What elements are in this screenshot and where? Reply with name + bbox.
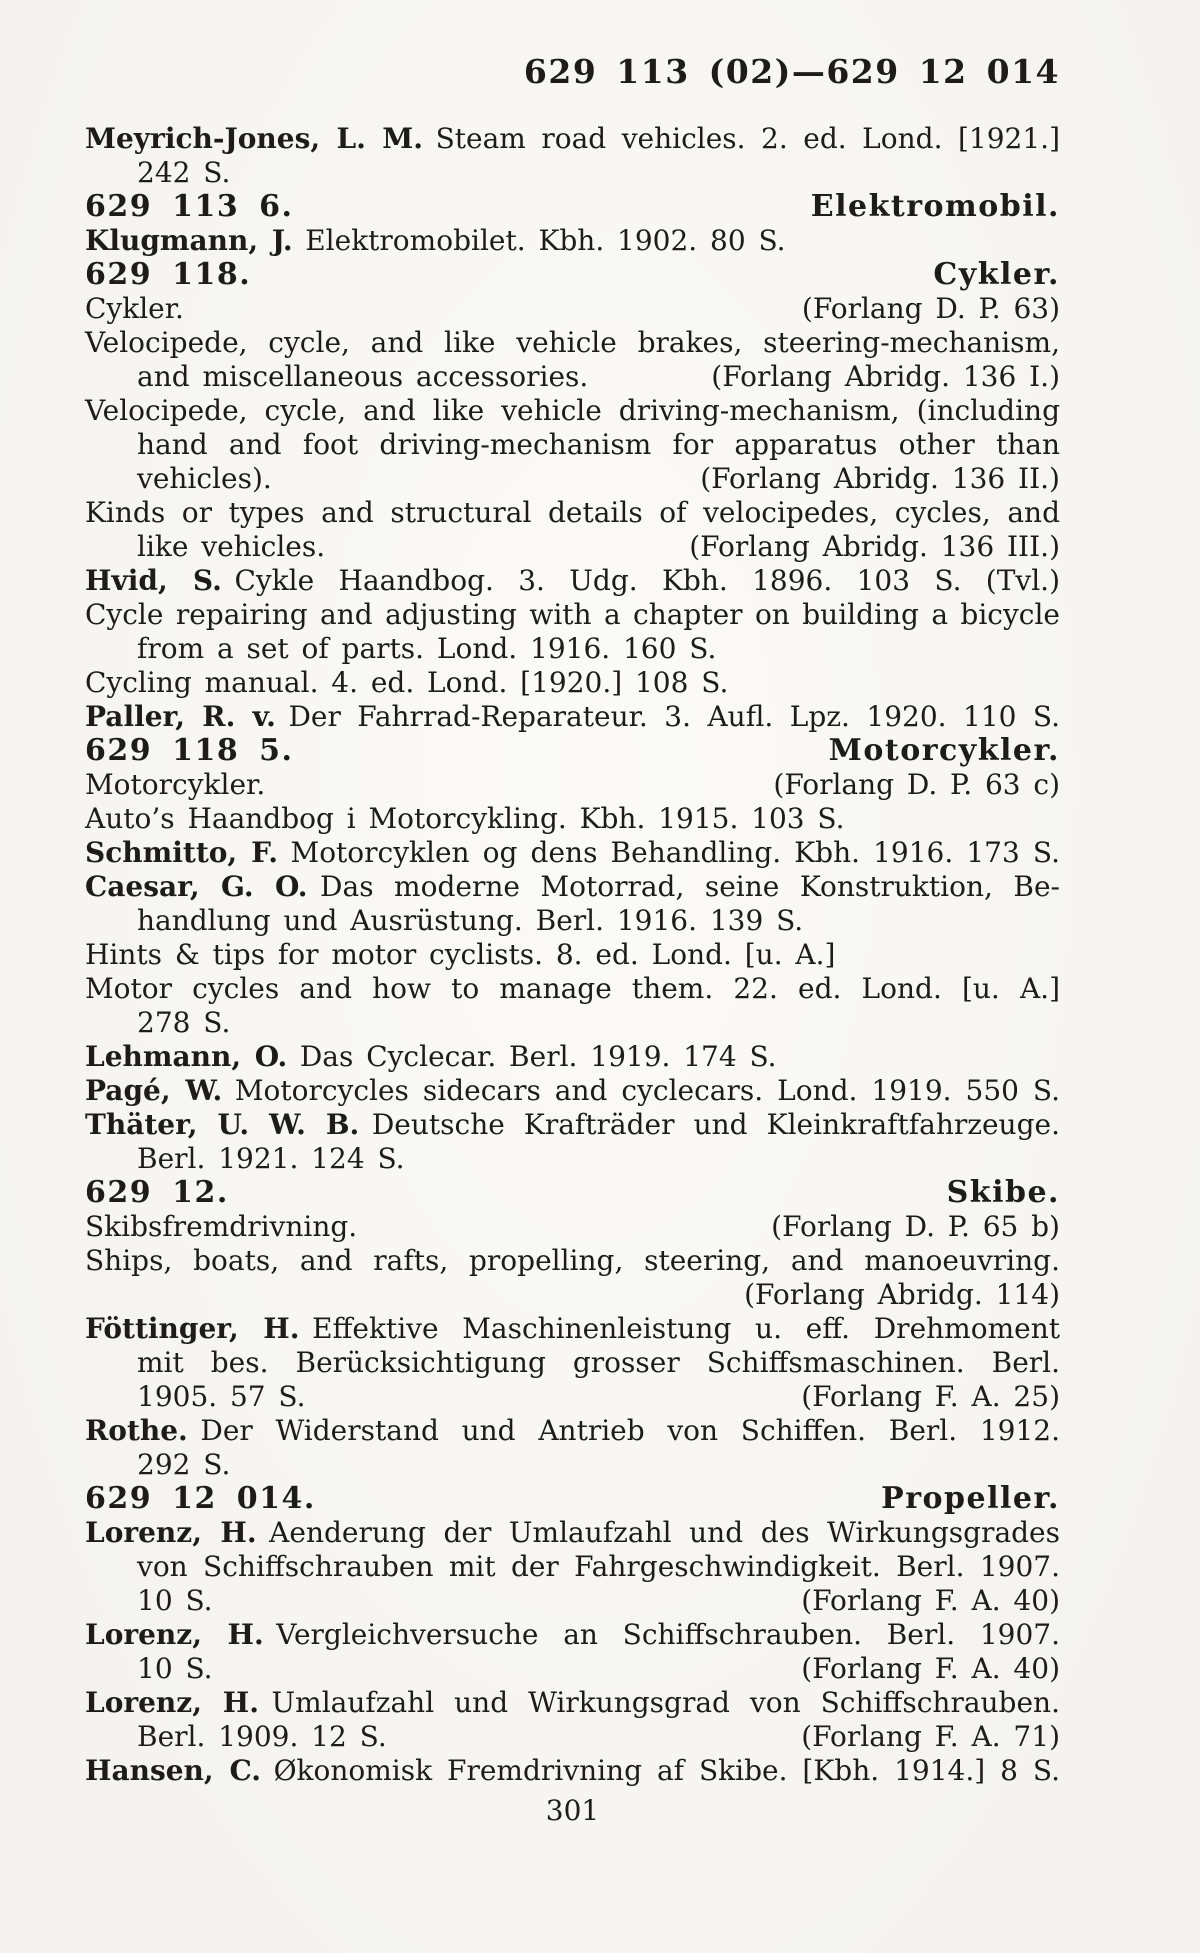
author-name: Föttinger, H. xyxy=(85,1312,300,1345)
reference-text: (Forlang Abridg. 136 II.) xyxy=(700,462,1060,495)
author-name: Caesar, G. O. xyxy=(85,870,308,903)
catalog-line xyxy=(85,1312,1060,1346)
section-heading-line xyxy=(85,190,1060,224)
entry-text: Aenderung der Umlaufzahl und des Wirkungsgrades xyxy=(269,1516,1060,1549)
entry-text: like vehicles. xyxy=(137,530,326,563)
catalog-line xyxy=(85,1040,1060,1074)
catalog-line xyxy=(85,632,1060,666)
author-name: Meyrich-Jones, L. M. xyxy=(85,122,423,155)
classification-number: 629 12 014. xyxy=(85,1481,316,1516)
entry-text: from a set of parts. Lond. 1916. 160 S. xyxy=(137,632,717,665)
entry-text: Kinds or types and structural details of velocipedes, cycles, and xyxy=(85,496,1060,529)
entry-text: Cykle Haandbog. 3. Udg. Kbh. 1896. 103 S. (Tvl.) xyxy=(234,564,1061,597)
entry-text: vehicles). xyxy=(137,462,272,495)
catalog-line xyxy=(85,1006,1060,1040)
catalog-line xyxy=(85,1618,1060,1652)
entry-text: hand and foot driving-mechanism for apparatus other than xyxy=(137,428,1060,461)
entry-text: Motorcycles sidecars and cyclecars. Lond. 1919. 550 S. xyxy=(234,1074,1060,1107)
entry-text: mit bes. Berücksichtigung grosser Schiffsmaschinen. Berl. xyxy=(137,1346,1060,1379)
entry-text: Berl. 1921. 124 S. xyxy=(137,1142,405,1175)
entry-text: Motorcykler. xyxy=(85,768,266,801)
author-name: Hvid, S. xyxy=(85,564,222,597)
catalog-line xyxy=(85,530,1060,564)
entry-text: Velocipede, cycle, and like vehicle driving-mechanism, (including xyxy=(85,394,1060,427)
author-name: Lorenz, H. xyxy=(85,1686,259,1719)
reference-text: (Forlang F. A. 40) xyxy=(801,1652,1060,1685)
catalog-line xyxy=(85,1720,1060,1754)
classification-number: 629 113 6. xyxy=(85,189,294,224)
catalog-line xyxy=(85,360,1060,394)
entry-text: Motorcyklen og dens Behandling. Kbh. 1916. 173 S. xyxy=(290,836,1060,869)
section-heading-line xyxy=(85,258,1060,292)
entry-text: Effektive Maschinenleistung u. eff. Drehmoment xyxy=(312,1312,1060,1345)
entry-text: Elektromobilet. Kbh. 1902. 80 S. xyxy=(305,224,786,257)
classification-number: 629 12. xyxy=(85,1175,229,1210)
author-name: Lorenz, H. xyxy=(85,1618,264,1651)
catalog-line xyxy=(85,1652,1060,1686)
catalog-line xyxy=(85,768,1060,802)
entry-text: Cykler. xyxy=(85,292,184,325)
catalog-line xyxy=(85,1686,1060,1720)
author-name: Lorenz, H. xyxy=(85,1516,257,1549)
catalog-line xyxy=(85,1108,1060,1142)
catalog-line xyxy=(85,1346,1060,1380)
catalog-line xyxy=(85,1142,1060,1176)
entry-text: Cycle repairing and adjusting with a chapter on building a bicycle xyxy=(85,598,1060,631)
catalog-line xyxy=(85,1380,1060,1414)
reference-text: (Forlang D. P. 65 b) xyxy=(771,1210,1060,1243)
entry-text: von Schiffschrauben mit der Fahrgeschwindigkeit. Berl. 1907. xyxy=(137,1550,1060,1583)
catalog-line xyxy=(85,122,1060,156)
entry-text: Der Fahrrad-Reparateur. 3. Aufl. Lpz. 1920. 110 S. xyxy=(288,700,1060,733)
catalog-line xyxy=(85,972,1060,1006)
catalog-line xyxy=(85,1550,1060,1584)
entry-text: Auto’s Haandbog i Motorcykling. Kbh. 1915. 103 S. xyxy=(85,802,845,835)
entry-text: 1905. 57 S. xyxy=(137,1380,306,1413)
catalog-line xyxy=(85,802,1060,836)
author-name: Hansen, C. xyxy=(85,1754,261,1787)
entry-text: Steam road vehicles. 2. ed. Lond. [1921.] xyxy=(435,122,1060,155)
classification-number: 629 118. xyxy=(85,257,252,292)
entry-text: 242 S. xyxy=(137,156,231,189)
entry-text: and miscellaneous accessories. xyxy=(137,360,589,393)
entry-text: Umlaufzahl und Wirkungsgrad von Schiffschrauben. xyxy=(271,1686,1060,1719)
catalog-line xyxy=(85,428,1060,462)
entry-text: Deutsche Krafträder und Kleinkraftfahrzeuge. xyxy=(371,1108,1060,1141)
running-head-classification-range: 629 113 (02)—629 12 014 xyxy=(523,52,1060,91)
author-name: Klugmann, J. xyxy=(85,224,293,257)
catalog-entries-block xyxy=(85,122,1060,1788)
entry-text: Skibsfremdrivning. xyxy=(85,1210,358,1243)
catalog-line xyxy=(85,1414,1060,1448)
entry-text: Cycling manual. 4. ed. Lond. [1920.] 108 S. xyxy=(85,666,729,699)
section-subject: Skibe. xyxy=(946,1175,1060,1210)
catalog-line xyxy=(85,224,1060,258)
author-name: Paller, R. v. xyxy=(85,700,276,733)
classification-number: 629 118 5. xyxy=(85,733,294,768)
catalog-line xyxy=(85,598,1060,632)
section-subject: Propeller. xyxy=(881,1481,1060,1516)
reference-text: (Forlang Abridg. 114) xyxy=(744,1278,1060,1311)
catalog-line xyxy=(85,156,1060,190)
entry-text: Das moderne Motorrad, seine Konstruktion, Be- xyxy=(320,870,1060,903)
entry-text: Hints & tips for motor cyclists. 8. ed. Lond. [u. A.] xyxy=(85,938,836,971)
catalog-line xyxy=(85,1210,1060,1244)
catalog-line xyxy=(85,1516,1060,1550)
reference-text: (Forlang F. A. 40) xyxy=(801,1584,1060,1617)
section-heading-line xyxy=(85,734,1060,768)
entry-text: Velocipede, cycle, and like vehicle brakes, steering-mechanism, xyxy=(85,326,1060,359)
catalog-line xyxy=(85,1244,1060,1278)
entry-text: 10 S. xyxy=(137,1584,213,1617)
catalog-line xyxy=(85,870,1060,904)
author-name: Lehmann, O. xyxy=(85,1040,288,1073)
section-heading-line xyxy=(85,1482,1060,1516)
catalog-line xyxy=(85,564,1060,598)
catalog-line xyxy=(85,1754,1060,1788)
reference-text: (Forlang Abridg. 136 I.) xyxy=(711,360,1060,393)
section-subject: Elektromobil. xyxy=(810,189,1060,224)
entry-text: Berl. 1909. 12 S. xyxy=(137,1720,387,1753)
entry-text: Das Cyclecar. Berl. 1919. 174 S. xyxy=(299,1040,777,1073)
catalog-line xyxy=(85,904,1060,938)
entry-text: 292 S. xyxy=(137,1448,231,1481)
catalog-line xyxy=(85,1278,1060,1312)
catalog-line xyxy=(85,496,1060,530)
reference-text: (Forlang D. P. 63 c) xyxy=(773,768,1060,801)
catalog-line xyxy=(85,1448,1060,1482)
catalog-line xyxy=(85,394,1060,428)
entry-text: handlung und Ausrüstung. Berl. 1916. 139 S. xyxy=(137,904,804,937)
catalog-line xyxy=(85,1074,1060,1108)
reference-text: (Forlang D. P. 63) xyxy=(801,292,1060,325)
section-subject: Motorcykler. xyxy=(828,733,1060,768)
entry-text: Motor cycles and how to manage them. 22. ed. Lond. [u. A.] xyxy=(85,972,1060,1005)
section-subject: Cykler. xyxy=(933,257,1060,292)
reference-text: (Forlang F. A. 25) xyxy=(801,1380,1060,1413)
reference-text: (Forlang Abridg. 136 III.) xyxy=(689,530,1060,563)
entry-text: Vergleichversuche an Schiffschrauben. Berl. 1907. xyxy=(276,1618,1060,1651)
entry-text: 278 S. xyxy=(137,1006,231,1039)
author-name: Rothe. xyxy=(85,1414,188,1447)
author-name: Thäter, U. W. B. xyxy=(85,1108,360,1141)
catalog-line xyxy=(85,666,1060,700)
entry-text: 10 S. xyxy=(137,1652,213,1685)
catalog-line xyxy=(85,938,1060,972)
catalog-line xyxy=(85,292,1060,326)
page-number: 301 xyxy=(545,1794,600,1827)
author-name: Schmitto, F. xyxy=(85,836,278,869)
entry-text: Der Widerstand und Antrieb von Schiffen. Berl. 1912. xyxy=(200,1414,1060,1447)
catalog-line xyxy=(85,836,1060,870)
catalog-line xyxy=(85,462,1060,496)
catalog-line xyxy=(85,1584,1060,1618)
section-heading-line xyxy=(85,1176,1060,1210)
author-name: Pagé, W. xyxy=(85,1074,223,1107)
entry-text: Ships, boats, and rafts, propelling, steering, and manoeuvring. xyxy=(85,1244,1060,1277)
catalog-line xyxy=(85,700,1060,734)
entry-text: Økonomisk Fremdrivning af Skibe. [Kbh. 1914.] 8 S. xyxy=(273,1754,1060,1787)
reference-text: (Forlang F. A. 71) xyxy=(801,1720,1060,1753)
catalog-line xyxy=(85,326,1060,360)
